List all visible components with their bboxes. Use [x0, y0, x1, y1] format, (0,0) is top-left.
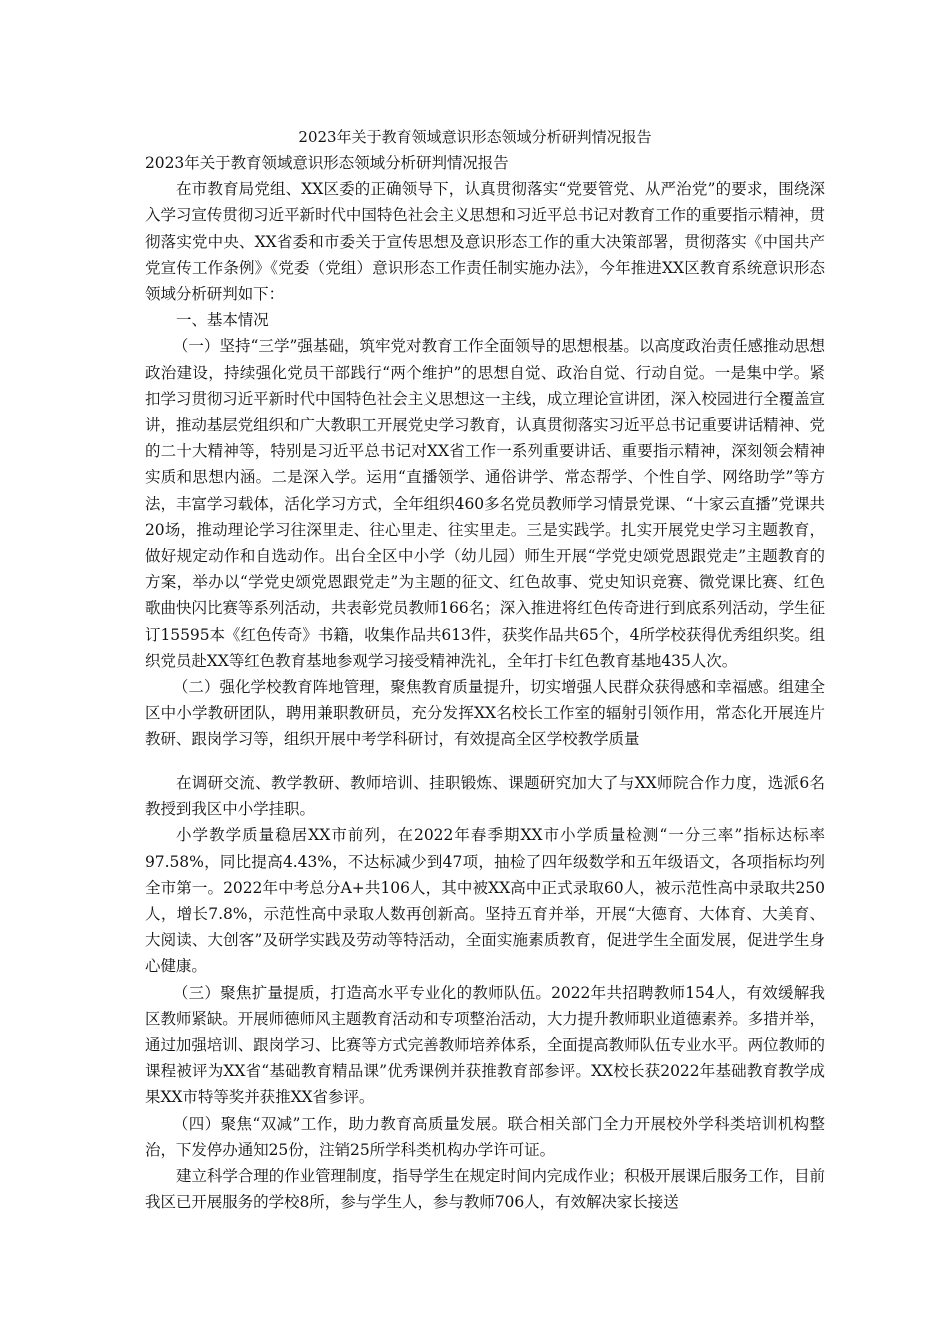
cooperation-paragraph: 在调研交流、教学教研、教师培训、挂职锻炼、课题研究加大了与XX师院合作力度，选派6名教授到我区中小学挂职。 [145, 774, 825, 819]
section-heading-basic-situation: 一、基本情况 [176, 311, 269, 330]
paragraph-item-2: （二）强化学校教育阵地管理，聚焦教育质量提升，切实增强人民群众获得感和幸福感。组建全区中小学教研团队，聘用兼职教研员，充分发挥XX名校长工作室的辐射引领作用，常态化开展连片教研、跟岗学习等，组织开展中考学科研讨，有效提高全区学校教学质量 [145, 678, 825, 749]
paragraph-item-4: （四）聚焦“双减”工作，助力教育高质量发展。联合相关部门全力开展校外学科类培训机构整治，下发停办通知25份，注销25所学科类机构办学许可证。 [145, 1114, 825, 1159]
paragraph-item-3: （三）聚焦扩量提质，打造高水平专业化的教师队伍。2022年共招聘教师154人，有效缓解我区教师紧缺。开展师德师风主题教育活动和专项整治活动，大力提升教师职业道德素养。多措并举，通过加强培训、跟岗学习、比赛等方式完善教师培养体系，全面提高教师队伍专业水平。两位教师的课程被评为XX省“基础教育精品课”优秀课例并获推教育部参评。XX校长获2022年基础教育教学成果XX市特等奖并获推XX省参评。 [145, 983, 825, 1107]
teaching-quality-paragraph: 小学教学质量稳居XX市前列，在2022年春季期XX市小学质量检测“一分三率”指标达标率97.58%，同比提高4.43%，不达标减少到47项，抽检了四年级数学和五年级语文，各项指标均列全市第一。2022年中考总分A+共106人，其中被XX高中正式录取60人，被示范性高中录取共250人，增长7.8%，示范性高中录取人数再创新高。坚持五育并举，开展“大德育、大体育、大美育、大阅读、大创客”及研学实践及劳动等特活动，全面实施素质教育，促进学生全面发展，促进学生身心健康。 [145, 826, 825, 976]
page-title: 2023年关于教育领域意识形态领域分析研判情况报告 [298, 128, 652, 146]
intro-paragraph: 在市教育局党组、XX区委的正确领导下，认真贯彻落实“党要管党、从严治党”的要求，围绕深入学习宣传贯彻习近平新时代中国特色社会主义思想和习近平总书记对教育工作的重要指示精神，贯彻落实党中央、XX省委和市委关于宣传思想及意识形态工作的重大决策部署，贯彻落实《中国共产党宣传工作条例》《党委（党组）意识形态工作责任制实施办法》，今年推进XX区教育系统意识形态领域分析研判如下： [145, 180, 825, 304]
document-subtitle: 2023年关于教育领域意识形态领域分析研判情况报告 [145, 154, 509, 172]
homework-paragraph: 建立科学合理的作业管理制度，指导学生在规定时间内完成作业；积极开展课后服务工作，目前我区已开展服务的学校8所，参与学生人，参与教师706人，有效解决家长接送 [145, 1167, 825, 1212]
text-block-upper [145, 150, 825, 753]
paragraph-item-1: （一）坚持“三学”强基础，筑牢党对教育工作全面领导的思想根基。以高度政治责任感推动思想政治建设，持续强化党员干部践行“两个维护”的思想自觉、政治自觉、行动自觉。一是集中学。紧扣学习贯彻习近平新时代中国特色社会主义思想这一主线，成立理论宣讲团，深入校园进行全覆盖宣讲，推动基层党组织和广大教职工开展党史学习教育，认真贯彻落实习近平总书记重要讲话精神、党的二十大精神等，特别是习近平总书记对XX省工作一系列重要讲话、重要指示精神，深刻领会精神实质和思想内涵。二是深入学。运用“直播领学、通俗讲学、常态帮学、个性自学、网络助学”等方法，丰富学习载体，活化学习方式，全年组织460多名党员教师学习情景党课、“十家云直播”党课共20场，推动理论学习往深里走、往心里走、往实里走。三是实践学。扎实开展党史学习主题教育，做好规定动作和自选动作。出台全区中小学（幼儿园）师生开展“学党史颂党恩跟党走”主题教育的方案，举办以“学党史颂党恩跟党走”为主题的征文、红色故事、党史知识竞赛、微党课比赛、红色歌曲快闪比赛等系列活动，共表彰党员教师166名；深入推进将红色传奇进行到底系列活动，学生征订15595本《红色传奇》书籍，收集作品共613件，获奖作品共65个，4所学校获得优秀组织奖。组织党员赴XX等红色教育基地参观学习接受精神洗礼，全年打卡红色教育基地435人次。 [145, 337, 825, 670]
text-block-lower [145, 770, 825, 1215]
